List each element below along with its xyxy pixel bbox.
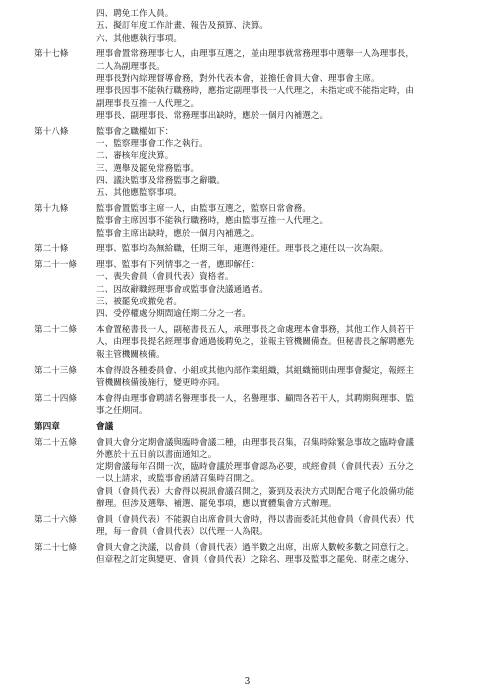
article-label: 第二十條 xyxy=(34,244,69,255)
line-text: 理事會置常務理事七人，由理事互選之，並由理事就常務理事中選舉一人為理事長， xyxy=(96,49,414,60)
line-text: 一以上請求，或監事會函請召集時召開之。 xyxy=(96,474,260,485)
article-label xyxy=(34,187,96,199)
text-line xyxy=(34,393,467,405)
text-line xyxy=(34,284,467,296)
article-label: 第十七條 xyxy=(34,49,69,60)
article-label xyxy=(34,228,96,240)
line-text: 本會置秘書長一人，副秘書長五人，承理事長之命處理本會事務，其他工作人員若干 xyxy=(96,325,414,336)
line-text: 三、選舉及罷免常務監事。 xyxy=(96,163,200,174)
text-line xyxy=(34,48,467,60)
line-text: 理事、監事均為無給職，任期三年，連選得連任。理事長之連任以一次為限。 xyxy=(96,244,389,255)
article-label xyxy=(34,449,96,461)
article-label xyxy=(34,473,96,485)
text-line xyxy=(34,514,467,526)
text-line xyxy=(34,365,467,377)
text-line xyxy=(34,437,467,449)
line-text: 人，由理事長提名經理事會通過後聘免之，並報主管機關備查。但秘書長之解聘應先 xyxy=(96,337,414,348)
text-line xyxy=(34,542,467,554)
line-text: 四、議決監事及常務監事之辭職。 xyxy=(96,175,225,186)
text-line xyxy=(34,203,467,215)
article-label: 第二十一條 xyxy=(34,260,77,271)
article-label xyxy=(34,271,96,283)
text-line xyxy=(34,110,467,122)
line-text: 理事、監事有下列情事之一者，應即解任： xyxy=(96,260,260,271)
text-line xyxy=(34,33,467,45)
line-text: 外應於十五日前以書面通知之。 xyxy=(96,449,217,460)
text-line xyxy=(34,163,467,175)
text-line xyxy=(34,271,467,283)
text-line xyxy=(34,243,467,255)
text-line xyxy=(34,215,467,227)
text-line xyxy=(34,498,467,510)
line-text: 報主管機關核備。 xyxy=(96,349,165,360)
line-text: 四、受停權處分期間逾任期二分之一者。 xyxy=(96,309,251,320)
line-text: 理事長、副理事長、常務理事出缺時，應於一個月內補選之。 xyxy=(96,110,329,121)
article-label xyxy=(34,8,96,20)
article-label xyxy=(34,215,96,227)
line-text: 會員大會之決議，以會員（會員代表）過半數之出席，出席人數較多數之同意行之。 xyxy=(96,542,414,553)
text-line xyxy=(34,138,467,150)
text-line xyxy=(34,449,467,461)
line-text: 理，每一會員（會員代表）以代理一人為限。 xyxy=(96,527,268,538)
line-text: 理事長對內綜理督導會務，對外代表本會，並擔任會員大會、理事會主席。 xyxy=(96,73,380,84)
text-line xyxy=(34,486,467,498)
article-label xyxy=(34,138,96,150)
article-label xyxy=(34,98,96,110)
line-text: 五、擬訂年度工作計畫、報告及預算、決算。 xyxy=(96,21,268,32)
article-label xyxy=(34,61,96,73)
text-line xyxy=(34,324,467,336)
text-line xyxy=(34,526,467,538)
article-label xyxy=(34,150,96,162)
article-label xyxy=(34,486,96,498)
article-label xyxy=(34,73,96,85)
text-line xyxy=(34,228,467,240)
text-line xyxy=(34,61,467,73)
text-line xyxy=(34,308,467,320)
text-line xyxy=(34,377,467,389)
text-line xyxy=(34,187,467,199)
article-label xyxy=(34,85,96,97)
line-text: 監事會置監事主席一人，由監事互選之，監察日常會務。 xyxy=(96,203,311,214)
article-label: 第二十七條 xyxy=(34,542,77,553)
text-line xyxy=(34,461,467,473)
line-text: 本會得設各種委員會、小組或其他內部作業組織，其組織簡則由理事會擬定，報經主 xyxy=(96,365,414,376)
chapter-number: 第四章 xyxy=(34,421,60,432)
text-line xyxy=(34,554,467,566)
text-line xyxy=(34,8,467,20)
line-text: 六、其他應執行事項。 xyxy=(96,33,182,44)
text-line xyxy=(34,473,467,485)
line-text: 二人為副理事長。 xyxy=(96,61,165,72)
line-text: 副理事長互推一人代理之。 xyxy=(96,98,200,109)
article-label xyxy=(34,175,96,187)
line-text: 一、監察理事會工作之執行。 xyxy=(96,138,208,149)
article-label: 第二十四條 xyxy=(34,393,77,404)
line-text: 一、喪失會員（會員代表）資格者。 xyxy=(96,272,234,283)
line-text: 會員大會分定期會議與臨時會議二種，由理事長召集，召集時除緊急事故之臨時會議 xyxy=(96,437,414,448)
article-label: 第二十六條 xyxy=(34,514,77,525)
text-line xyxy=(34,259,467,271)
line-text: 會員（會員代表）不能親自出席會員大會時，得以書面委託其他會員（會員代表）代 xyxy=(96,514,414,525)
article-label xyxy=(34,336,96,348)
line-text: 本會得由理事會聘請名譽理事長一人，名譽理事、顧問各若干人，其聘期與理事、監 xyxy=(96,393,414,404)
article-label xyxy=(34,110,96,122)
line-text: 監事會之職權如下： xyxy=(96,126,174,137)
line-text: 管機關核備後施行，變更時亦同。 xyxy=(96,377,225,388)
article-label xyxy=(34,308,96,320)
line-text: 監事會主席出缺時，應於一個月內補選之。 xyxy=(96,228,260,239)
line-text: 五、其他應監察事項。 xyxy=(96,188,182,199)
text-line xyxy=(34,150,467,162)
chapter-heading xyxy=(34,421,467,433)
line-text: 二、因故辭職經理事會或監事會決議通過者。 xyxy=(96,284,268,295)
line-text: 但章程之訂定與變更、會員（會員代表）之除名、理事及監事之罷免、財產之處分、 xyxy=(96,555,414,566)
chapter-title: 會議 xyxy=(96,421,114,432)
line-text: 四、聘免工作人員。 xyxy=(96,9,174,19)
text-line xyxy=(34,336,467,348)
article-label xyxy=(34,498,96,510)
text-line xyxy=(34,73,467,85)
article-label xyxy=(34,377,96,389)
line-text: 會員（會員代表）大會得以視訊會議召開之，簽到及表決方式則配合電子化設備功能 xyxy=(96,486,414,497)
text-line xyxy=(34,175,467,187)
article-label xyxy=(34,526,96,538)
line-text: 辦理。但涉及選舉、補選、罷免事項，應以實體集會方式辦理。 xyxy=(96,498,337,509)
line-text: 監事會主席因事不能執行職務時，應由監事互推一人代理之。 xyxy=(96,216,329,227)
page-number: 3 xyxy=(244,677,251,687)
article-label: 第二十二條 xyxy=(34,325,77,336)
text-line xyxy=(34,126,467,138)
article-label xyxy=(34,461,96,473)
text-line xyxy=(34,296,467,308)
article-label xyxy=(34,296,96,308)
article-label xyxy=(34,405,96,417)
text-line xyxy=(34,349,467,361)
line-text: 事之任期同。 xyxy=(96,405,148,416)
text-line xyxy=(34,20,467,32)
article-label xyxy=(34,20,96,32)
line-text: 二、審核年度決算。 xyxy=(96,151,174,162)
article-label xyxy=(34,163,96,175)
article-label xyxy=(34,33,96,45)
text-line xyxy=(34,98,467,110)
article-label xyxy=(34,349,96,361)
line-text: 三、被罷免或撤免者。 xyxy=(96,297,182,308)
article-label: 第二十三條 xyxy=(34,365,77,376)
article-label: 第十八條 xyxy=(34,126,69,137)
text-line xyxy=(34,85,467,97)
line-text: 理事長因事不能執行職務時，應指定副理事長一人代理之，未指定或不能指定時，由 xyxy=(96,86,414,97)
article-label: 第十九條 xyxy=(34,203,69,214)
article-label xyxy=(34,284,96,296)
text-line xyxy=(34,405,467,417)
document-body xyxy=(34,8,467,566)
line-text: 定期會議每年召開一次，臨時會議於理事會認為必要，或經會員（會員代表）五分之 xyxy=(96,462,414,473)
article-label: 第二十五條 xyxy=(34,437,77,448)
article-label xyxy=(34,554,96,566)
